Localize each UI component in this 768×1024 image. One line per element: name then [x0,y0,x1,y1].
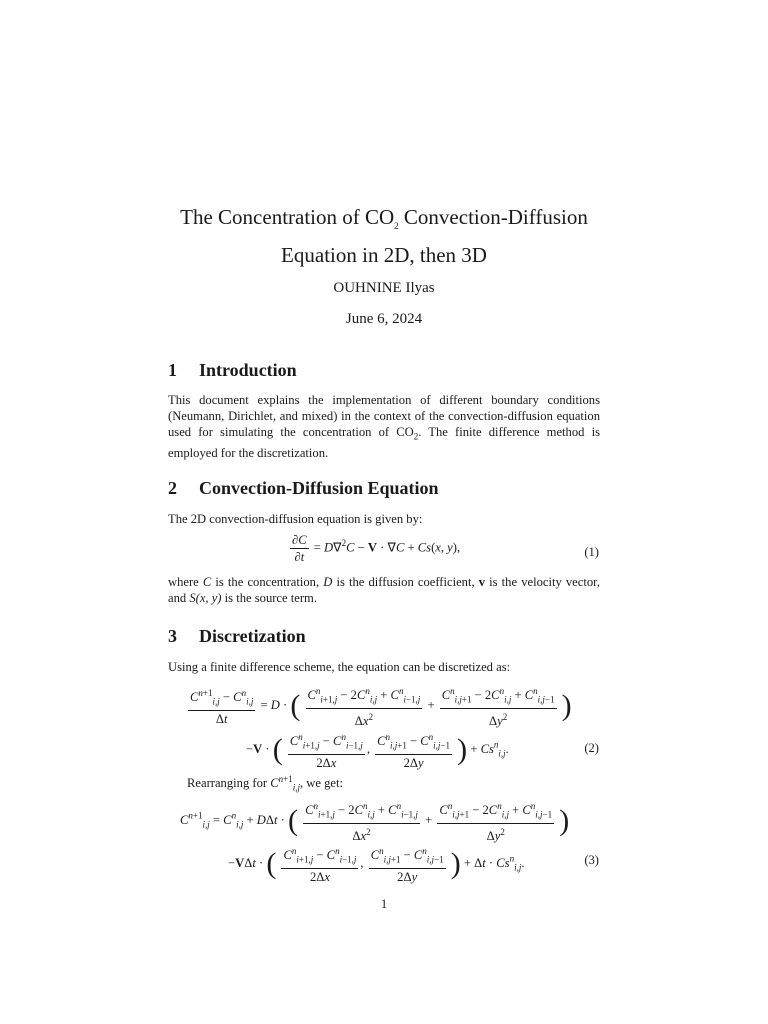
cd-lead-text: The 2D convection-diffusion equation is given by: [168,512,423,526]
rearrange-text: Rearranging for $C^{n+1}_{i,j}$, we get: [187,774,343,793]
equation-2-number: (2) [584,741,599,755]
cd-after-text: where C is the concentration, D is the diffusion coefficient, v is the velocity vector, and S(x, y) is the source term. [168,575,600,605]
title-line-1: The Concentration of $CO_2$ Convection-Diffusion [180,205,588,232]
equation-2-line-2: −V · ( $\frac{C^n_{i+1,j} - C^n_{i-1,j}}{2\Delta x}$ , $\frac{C^n_{i,j+1} - C^n_{i,j-1}}{2\Delta y}$ ) + $Cs^n_{i,j}$. [246,729,509,771]
intro-paragraph: This document explains the implementation of different boundary conditions (Neumann, Dirichlet, and mixed) in the context of the convection-diffusion equation used for simulating the concentration of $CO_2$. The finite difference method is employed for the discretization. [168,393,600,460]
equation-2-line-1: $\frac{C^{n+1}_{i,j} - C^n_{i,j}}{\Delta t}$ = D · ( $\frac{C^n_{i+1,j} - 2C^n_{i,j} + C^n_{i-1,j}}{\Delta x^2}$ + $\frac{C^n_{i,j+1} - 2C^n_{i,j} + C^n_{i,j-1}}{\Delta y^2}$ ) [186,683,572,729]
equation-3-number: (3) [584,853,599,867]
section-heading-convection-diffusion: 2 Convection-Diffusion Equation [168,478,439,498]
disc-lead-text: Using a finite difference scheme, the equation can be discretized as: [168,660,511,674]
equation-3-line-1: $C^{n+1}_{i,j} = C^n_{i,j} + D\Delta t$ · ( $\frac{C^n_{i+1,j} - 2C^n_{i,j} + C^n_{i-1,j}}{\Delta x^2}$ + $\frac{C^n_{i,j+1} - 2C^n_{i,j} + C^n_{i,j-1}}{\Delta y^2}$ ) [180,798,569,844]
author-name: OUHNINE Ilyas [333,280,435,296]
page-number: 1 [380,897,388,911]
equation-1: $\frac{\partial C}{\partial t}$ = D∇$^2$C − V · ∇C + Cs(x, y), [292,533,461,564]
title-line-2: Equation in 2D, then 3D [281,243,487,268]
equation-3-line-2: −VΔt · ( $\frac{C^n_{i+1,j} - C^n_{i-1,j}}{2\Delta x}$ , $\frac{C^n_{i,j+1} - C^n_{i,j-1}}{2\Delta y}$ ) + $\Delta t \cdot Cs^n_{i,j}$. [228,843,525,885]
paper-title [0,203,768,270]
equation-1-number: (1) [584,545,599,559]
section-heading-discretization: 3 Discretization [168,626,306,646]
section-heading-introduction: 1 Introduction [168,360,297,380]
paper-date: June 6, 2024 [345,311,423,327]
